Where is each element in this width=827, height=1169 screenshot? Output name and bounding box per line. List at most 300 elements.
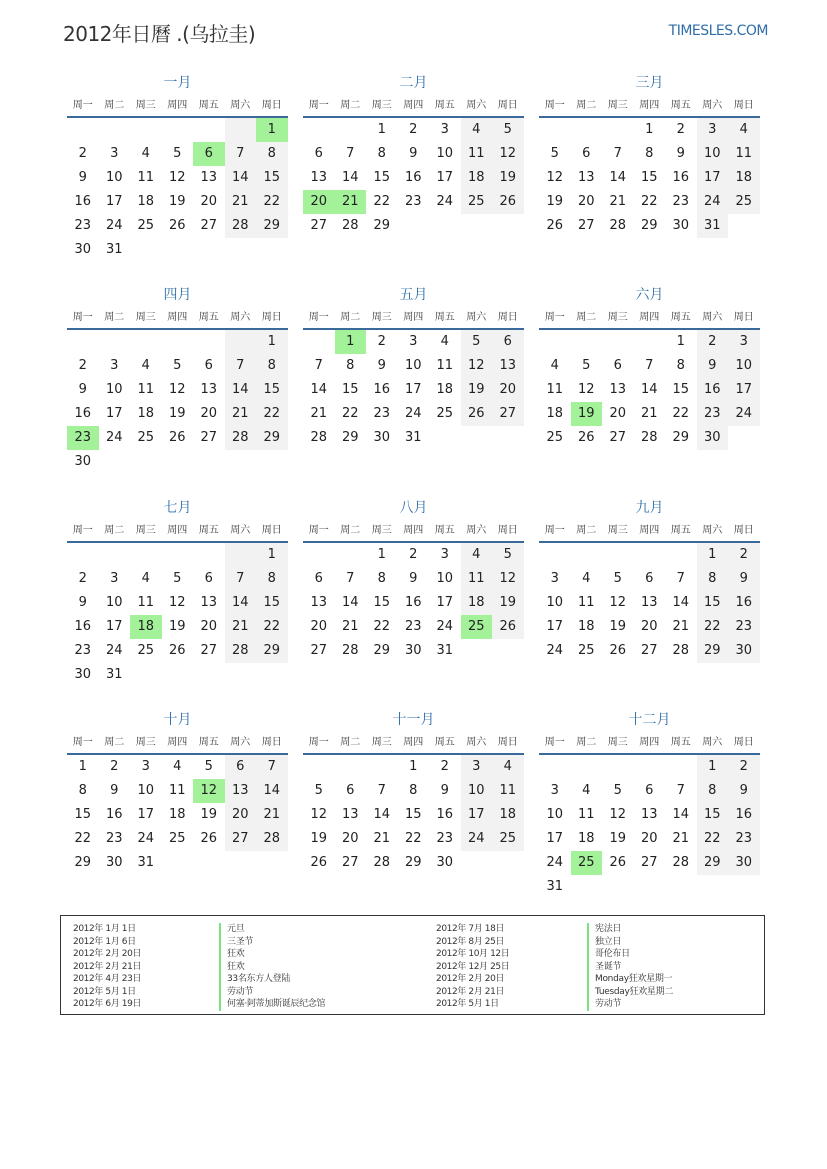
day-cell[interactable]: 28: [373, 855, 391, 870]
day-cell[interactable]: 24: [728, 402, 760, 426]
day-cell[interactable]: 25: [728, 190, 760, 214]
day-cell[interactable]: 29: [697, 639, 729, 663]
day-cell[interactable]: 8: [377, 571, 386, 586]
day-cell[interactable]: 8: [697, 567, 729, 591]
day-cell[interactable]: 17: [546, 831, 564, 846]
day-cell[interactable]: 21: [225, 190, 257, 214]
day-cell[interactable]: 14: [310, 382, 328, 397]
day-cell[interactable]: 5: [173, 571, 182, 586]
day-cell[interactable]: 4: [141, 571, 150, 586]
day-cell[interactable]: 27: [640, 855, 658, 870]
day-cell[interactable]: 7: [377, 783, 386, 798]
day-cell[interactable]: 14: [609, 170, 627, 185]
day-cell[interactable]: 15: [404, 807, 422, 822]
day-cell[interactable]: 22: [404, 831, 422, 846]
day-cell[interactable]: 21: [640, 406, 658, 421]
day-cell[interactable]: 1: [256, 330, 288, 354]
day-cell[interactable]: 16: [74, 406, 92, 421]
day-cell[interactable]: 10: [436, 146, 454, 161]
day-cell[interactable]: 6: [314, 146, 323, 161]
day-cell[interactable]: 15: [373, 170, 391, 185]
day-cell[interactable]: 13: [310, 595, 328, 610]
day-cell[interactable]: 26: [492, 190, 524, 214]
day-cell[interactable]: 29: [341, 430, 359, 445]
day-cell[interactable]: 17: [461, 803, 493, 827]
day-cell[interactable]: 24: [546, 643, 564, 658]
day-cell[interactable]: 10: [105, 382, 123, 397]
day-cell[interactable]: 20: [640, 619, 658, 634]
day-cell[interactable]: 16: [74, 619, 92, 634]
day-cell[interactable]: 7: [225, 354, 257, 378]
day-cell[interactable]: 27: [200, 643, 218, 658]
day-cell[interactable]: 30: [697, 426, 729, 450]
holiday-day-cell[interactable]: 21: [335, 190, 367, 214]
day-cell[interactable]: 9: [78, 170, 87, 185]
day-cell[interactable]: 4: [582, 783, 591, 798]
day-cell[interactable]: 11: [137, 382, 155, 397]
day-cell[interactable]: 9: [78, 382, 87, 397]
day-cell[interactable]: 9: [697, 354, 729, 378]
day-cell[interactable]: 22: [256, 190, 288, 214]
day-cell[interactable]: 21: [672, 619, 690, 634]
day-cell[interactable]: 14: [256, 779, 288, 803]
day-cell[interactable]: 10: [728, 354, 760, 378]
day-cell[interactable]: 14: [341, 595, 359, 610]
day-cell[interactable]: 24: [105, 643, 123, 658]
day-cell[interactable]: 11: [137, 170, 155, 185]
day-cell[interactable]: 11: [492, 779, 524, 803]
day-cell[interactable]: 10: [404, 358, 422, 373]
day-cell[interactable]: 7: [346, 146, 355, 161]
day-cell[interactable]: 3: [461, 755, 493, 779]
day-cell[interactable]: 22: [256, 615, 288, 639]
day-cell[interactable]: 1: [409, 759, 418, 774]
day-cell[interactable]: 15: [697, 803, 729, 827]
day-cell[interactable]: 2: [676, 122, 685, 137]
day-cell[interactable]: 28: [225, 639, 257, 663]
day-cell[interactable]: 23: [436, 831, 454, 846]
day-cell[interactable]: 14: [640, 382, 658, 397]
day-cell[interactable]: 25: [492, 827, 524, 851]
day-cell[interactable]: 12: [310, 807, 328, 822]
day-cell[interactable]: 6: [582, 146, 591, 161]
day-cell[interactable]: 22: [640, 194, 658, 209]
day-cell[interactable]: 12: [168, 382, 186, 397]
day-cell[interactable]: 16: [404, 595, 422, 610]
holiday-day-cell[interactable]: 20: [303, 190, 335, 214]
holiday-day-cell[interactable]: 1: [256, 118, 288, 142]
day-cell[interactable]: 9: [110, 783, 119, 798]
day-cell[interactable]: 28: [640, 430, 658, 445]
brand-logo-text[interactable]: TIMESLES.COM: [668, 23, 768, 39]
day-cell[interactable]: 21: [256, 803, 288, 827]
day-cell[interactable]: 10: [436, 571, 454, 586]
day-cell[interactable]: 13: [640, 807, 658, 822]
day-cell[interactable]: 17: [546, 619, 564, 634]
day-cell[interactable]: 6: [204, 571, 213, 586]
day-cell[interactable]: 22: [697, 827, 729, 851]
day-cell[interactable]: 23: [404, 194, 422, 209]
day-cell[interactable]: 24: [697, 190, 729, 214]
day-cell[interactable]: 23: [74, 218, 92, 233]
day-cell[interactable]: 2: [728, 543, 760, 567]
day-cell[interactable]: 8: [377, 146, 386, 161]
day-cell[interactable]: 28: [225, 214, 257, 238]
day-cell[interactable]: 24: [137, 831, 155, 846]
day-cell[interactable]: 2: [78, 571, 87, 586]
holiday-day-cell[interactable]: 6: [193, 142, 225, 166]
day-cell[interactable]: 2: [409, 122, 418, 137]
day-cell[interactable]: 18: [137, 194, 155, 209]
day-cell[interactable]: 14: [341, 170, 359, 185]
day-cell[interactable]: 5: [173, 146, 182, 161]
day-cell[interactable]: 28: [256, 827, 288, 851]
day-cell[interactable]: 17: [105, 406, 123, 421]
day-cell[interactable]: 31: [105, 667, 123, 682]
day-cell[interactable]: 17: [105, 619, 123, 634]
day-cell[interactable]: 18: [461, 166, 493, 190]
day-cell[interactable]: 20: [225, 803, 257, 827]
day-cell[interactable]: 25: [546, 430, 564, 445]
holiday-day-cell[interactable]: 23: [67, 426, 99, 450]
day-cell[interactable]: 27: [310, 218, 328, 233]
day-cell[interactable]: 17: [697, 166, 729, 190]
day-cell[interactable]: 17: [436, 595, 454, 610]
day-cell[interactable]: 21: [225, 615, 257, 639]
day-cell[interactable]: 20: [492, 378, 524, 402]
day-cell[interactable]: 21: [672, 831, 690, 846]
day-cell[interactable]: 10: [461, 779, 493, 803]
day-cell[interactable]: 1: [645, 122, 654, 137]
day-cell[interactable]: 12: [546, 170, 564, 185]
day-cell[interactable]: 30: [728, 851, 760, 875]
day-cell[interactable]: 9: [409, 146, 418, 161]
day-cell[interactable]: 27: [577, 218, 595, 233]
day-cell[interactable]: 6: [314, 571, 323, 586]
day-cell[interactable]: 13: [609, 382, 627, 397]
day-cell[interactable]: 18: [577, 831, 595, 846]
day-cell[interactable]: 28: [310, 430, 328, 445]
day-cell[interactable]: 3: [110, 146, 119, 161]
day-cell[interactable]: 26: [609, 643, 627, 658]
day-cell[interactable]: 26: [168, 430, 186, 445]
day-cell[interactable]: 1: [78, 759, 87, 774]
day-cell[interactable]: 29: [697, 851, 729, 875]
day-cell[interactable]: 14: [225, 591, 257, 615]
day-cell[interactable]: 18: [492, 803, 524, 827]
day-cell[interactable]: 19: [609, 619, 627, 634]
day-cell[interactable]: 12: [168, 595, 186, 610]
day-cell[interactable]: 4: [728, 118, 760, 142]
day-cell[interactable]: 10: [105, 595, 123, 610]
day-cell[interactable]: 23: [373, 406, 391, 421]
day-cell[interactable]: 23: [728, 615, 760, 639]
day-cell[interactable]: 2: [110, 759, 119, 774]
day-cell[interactable]: 14: [373, 807, 391, 822]
day-cell[interactable]: 19: [492, 166, 524, 190]
day-cell[interactable]: 28: [609, 218, 627, 233]
day-cell[interactable]: 19: [168, 406, 186, 421]
day-cell[interactable]: 26: [461, 402, 493, 426]
day-cell[interactable]: 4: [141, 146, 150, 161]
day-cell[interactable]: 6: [204, 358, 213, 373]
day-cell[interactable]: 23: [404, 619, 422, 634]
day-cell[interactable]: 28: [341, 218, 359, 233]
day-cell[interactable]: 4: [550, 358, 559, 373]
day-cell[interactable]: 2: [78, 358, 87, 373]
day-cell[interactable]: 13: [200, 595, 218, 610]
day-cell[interactable]: 8: [645, 146, 654, 161]
day-cell[interactable]: 26: [492, 615, 524, 639]
day-cell[interactable]: 22: [341, 406, 359, 421]
day-cell[interactable]: 20: [200, 406, 218, 421]
day-cell[interactable]: 3: [550, 571, 559, 586]
day-cell[interactable]: 16: [672, 170, 690, 185]
day-cell[interactable]: 20: [310, 619, 328, 634]
day-cell[interactable]: 24: [436, 194, 454, 209]
day-cell[interactable]: 29: [672, 430, 690, 445]
day-cell[interactable]: 27: [609, 430, 627, 445]
day-cell[interactable]: 29: [373, 218, 391, 233]
day-cell[interactable]: 23: [105, 831, 123, 846]
day-cell[interactable]: 16: [697, 378, 729, 402]
day-cell[interactable]: 25: [168, 831, 186, 846]
day-cell[interactable]: 15: [341, 382, 359, 397]
day-cell[interactable]: 23: [728, 827, 760, 851]
day-cell[interactable]: 13: [200, 170, 218, 185]
day-cell[interactable]: 23: [697, 402, 729, 426]
day-cell[interactable]: 15: [256, 166, 288, 190]
day-cell[interactable]: 21: [373, 831, 391, 846]
holiday-day-cell[interactable]: 1: [335, 330, 367, 354]
day-cell[interactable]: 27: [640, 643, 658, 658]
day-cell[interactable]: 5: [550, 146, 559, 161]
day-cell[interactable]: 9: [728, 779, 760, 803]
day-cell[interactable]: 10: [546, 807, 564, 822]
day-cell[interactable]: 20: [200, 194, 218, 209]
day-cell[interactable]: 15: [373, 595, 391, 610]
day-cell[interactable]: 31: [436, 643, 454, 658]
day-cell[interactable]: 24: [436, 619, 454, 634]
day-cell[interactable]: 17: [404, 382, 422, 397]
day-cell[interactable]: 9: [676, 146, 685, 161]
day-cell[interactable]: 21: [341, 619, 359, 634]
day-cell[interactable]: 15: [256, 591, 288, 615]
day-cell[interactable]: 3: [440, 122, 449, 137]
day-cell[interactable]: 29: [256, 426, 288, 450]
day-cell[interactable]: 5: [613, 571, 622, 586]
day-cell[interactable]: 30: [672, 218, 690, 233]
day-cell[interactable]: 1: [256, 543, 288, 567]
day-cell[interactable]: 5: [582, 358, 591, 373]
day-cell[interactable]: 27: [225, 827, 257, 851]
day-cell[interactable]: 7: [676, 571, 685, 586]
day-cell[interactable]: 6: [645, 571, 654, 586]
day-cell[interactable]: 12: [461, 354, 493, 378]
day-cell[interactable]: 26: [310, 855, 328, 870]
day-cell[interactable]: 30: [105, 855, 123, 870]
day-cell[interactable]: 22: [373, 194, 391, 209]
day-cell[interactable]: 5: [204, 759, 213, 774]
day-cell[interactable]: 11: [137, 595, 155, 610]
day-cell[interactable]: 18: [546, 406, 564, 421]
day-cell[interactable]: 24: [404, 406, 422, 421]
day-cell[interactable]: 15: [697, 591, 729, 615]
day-cell[interactable]: 19: [168, 619, 186, 634]
day-cell[interactable]: 18: [577, 619, 595, 634]
day-cell[interactable]: 7: [676, 783, 685, 798]
day-cell[interactable]: 16: [74, 194, 92, 209]
day-cell[interactable]: 26: [168, 218, 186, 233]
day-cell[interactable]: 1: [377, 547, 386, 562]
day-cell[interactable]: 31: [105, 242, 123, 257]
day-cell[interactable]: 26: [168, 643, 186, 658]
day-cell[interactable]: 5: [492, 543, 524, 567]
day-cell[interactable]: 6: [492, 330, 524, 354]
day-cell[interactable]: 20: [609, 406, 627, 421]
day-cell[interactable]: 21: [225, 402, 257, 426]
day-cell[interactable]: 26: [546, 218, 564, 233]
day-cell[interactable]: 16: [436, 807, 454, 822]
day-cell[interactable]: 31: [546, 879, 564, 894]
day-cell[interactable]: 27: [200, 218, 218, 233]
day-cell[interactable]: 20: [577, 194, 595, 209]
day-cell[interactable]: 23: [672, 194, 690, 209]
day-cell[interactable]: 3: [550, 783, 559, 798]
day-cell[interactable]: 18: [461, 591, 493, 615]
day-cell[interactable]: 27: [200, 430, 218, 445]
day-cell[interactable]: 10: [105, 170, 123, 185]
day-cell[interactable]: 7: [613, 146, 622, 161]
day-cell[interactable]: 2: [697, 330, 729, 354]
day-cell[interactable]: 8: [676, 358, 685, 373]
day-cell[interactable]: 4: [440, 334, 449, 349]
day-cell[interactable]: 2: [440, 759, 449, 774]
day-cell[interactable]: 11: [168, 783, 186, 798]
day-cell[interactable]: 12: [609, 595, 627, 610]
day-cell[interactable]: 6: [346, 783, 355, 798]
day-cell[interactable]: 15: [256, 378, 288, 402]
day-cell[interactable]: 8: [78, 783, 87, 798]
day-cell[interactable]: 30: [74, 454, 92, 469]
day-cell[interactable]: 30: [74, 667, 92, 682]
day-cell[interactable]: 17: [105, 194, 123, 209]
day-cell[interactable]: 22: [256, 402, 288, 426]
day-cell[interactable]: 21: [310, 406, 328, 421]
day-cell[interactable]: 3: [409, 334, 418, 349]
day-cell[interactable]: 29: [640, 218, 658, 233]
day-cell[interactable]: 30: [728, 639, 760, 663]
day-cell[interactable]: 8: [256, 142, 288, 166]
day-cell[interactable]: 9: [440, 783, 449, 798]
day-cell[interactable]: 19: [168, 194, 186, 209]
day-cell[interactable]: 24: [546, 855, 564, 870]
day-cell[interactable]: 13: [200, 382, 218, 397]
day-cell[interactable]: 19: [461, 378, 493, 402]
day-cell[interactable]: 22: [373, 619, 391, 634]
day-cell[interactable]: 22: [672, 406, 690, 421]
day-cell[interactable]: 1: [697, 755, 729, 779]
day-cell[interactable]: 24: [105, 430, 123, 445]
day-cell[interactable]: 12: [492, 142, 524, 166]
day-cell[interactable]: 20: [640, 831, 658, 846]
day-cell[interactable]: 19: [546, 194, 564, 209]
day-cell[interactable]: 13: [492, 354, 524, 378]
day-cell[interactable]: 15: [74, 807, 92, 822]
day-cell[interactable]: 13: [225, 779, 257, 803]
day-cell[interactable]: 7: [314, 358, 323, 373]
day-cell[interactable]: 7: [225, 567, 257, 591]
day-cell[interactable]: 1: [697, 543, 729, 567]
day-cell[interactable]: 2: [728, 755, 760, 779]
day-cell[interactable]: 13: [310, 170, 328, 185]
day-cell[interactable]: 19: [492, 591, 524, 615]
day-cell[interactable]: 29: [74, 855, 92, 870]
day-cell[interactable]: 9: [409, 571, 418, 586]
day-cell[interactable]: 3: [728, 330, 760, 354]
day-cell[interactable]: 28: [672, 643, 690, 658]
day-cell[interactable]: 3: [110, 571, 119, 586]
day-cell[interactable]: 28: [672, 855, 690, 870]
day-cell[interactable]: 30: [373, 430, 391, 445]
day-cell[interactable]: 5: [492, 118, 524, 142]
day-cell[interactable]: 1: [676, 334, 685, 349]
day-cell[interactable]: 31: [137, 855, 155, 870]
day-cell[interactable]: 25: [137, 218, 155, 233]
holiday-day-cell[interactable]: 19: [571, 402, 603, 426]
day-cell[interactable]: 11: [436, 358, 454, 373]
day-cell[interactable]: 26: [577, 430, 595, 445]
day-cell[interactable]: 14: [672, 807, 690, 822]
day-cell[interactable]: 31: [404, 430, 422, 445]
day-cell[interactable]: 15: [672, 382, 690, 397]
day-cell[interactable]: 29: [373, 643, 391, 658]
day-cell[interactable]: 24: [461, 827, 493, 851]
day-cell[interactable]: 26: [200, 831, 218, 846]
day-cell[interactable]: 12: [577, 382, 595, 397]
day-cell[interactable]: 5: [173, 358, 182, 373]
day-cell[interactable]: 13: [640, 595, 658, 610]
day-cell[interactable]: 11: [461, 142, 493, 166]
day-cell[interactable]: 18: [728, 166, 760, 190]
day-cell[interactable]: 20: [200, 619, 218, 634]
holiday-day-cell[interactable]: 18: [130, 615, 162, 639]
day-cell[interactable]: 3: [110, 358, 119, 373]
day-cell[interactable]: 17: [137, 807, 155, 822]
day-cell[interactable]: 3: [440, 547, 449, 562]
day-cell[interactable]: 13: [577, 170, 595, 185]
day-cell[interactable]: 25: [461, 190, 493, 214]
day-cell[interactable]: 12: [168, 170, 186, 185]
day-cell[interactable]: 7: [225, 142, 257, 166]
day-cell[interactable]: 10: [697, 142, 729, 166]
day-cell[interactable]: 28: [341, 643, 359, 658]
day-cell[interactable]: 18: [137, 406, 155, 421]
day-cell[interactable]: 24: [105, 218, 123, 233]
day-cell[interactable]: 18: [168, 807, 186, 822]
day-cell[interactable]: 16: [728, 803, 760, 827]
day-cell[interactable]: 13: [341, 807, 359, 822]
day-cell[interactable]: 30: [74, 242, 92, 257]
day-cell[interactable]: 7: [645, 358, 654, 373]
day-cell[interactable]: 19: [609, 831, 627, 846]
holiday-day-cell[interactable]: 12: [193, 779, 225, 803]
day-cell[interactable]: 5: [613, 783, 622, 798]
day-cell[interactable]: 31: [697, 214, 729, 238]
day-cell[interactable]: 25: [137, 430, 155, 445]
day-cell[interactable]: 10: [546, 595, 564, 610]
day-cell[interactable]: 11: [461, 567, 493, 591]
